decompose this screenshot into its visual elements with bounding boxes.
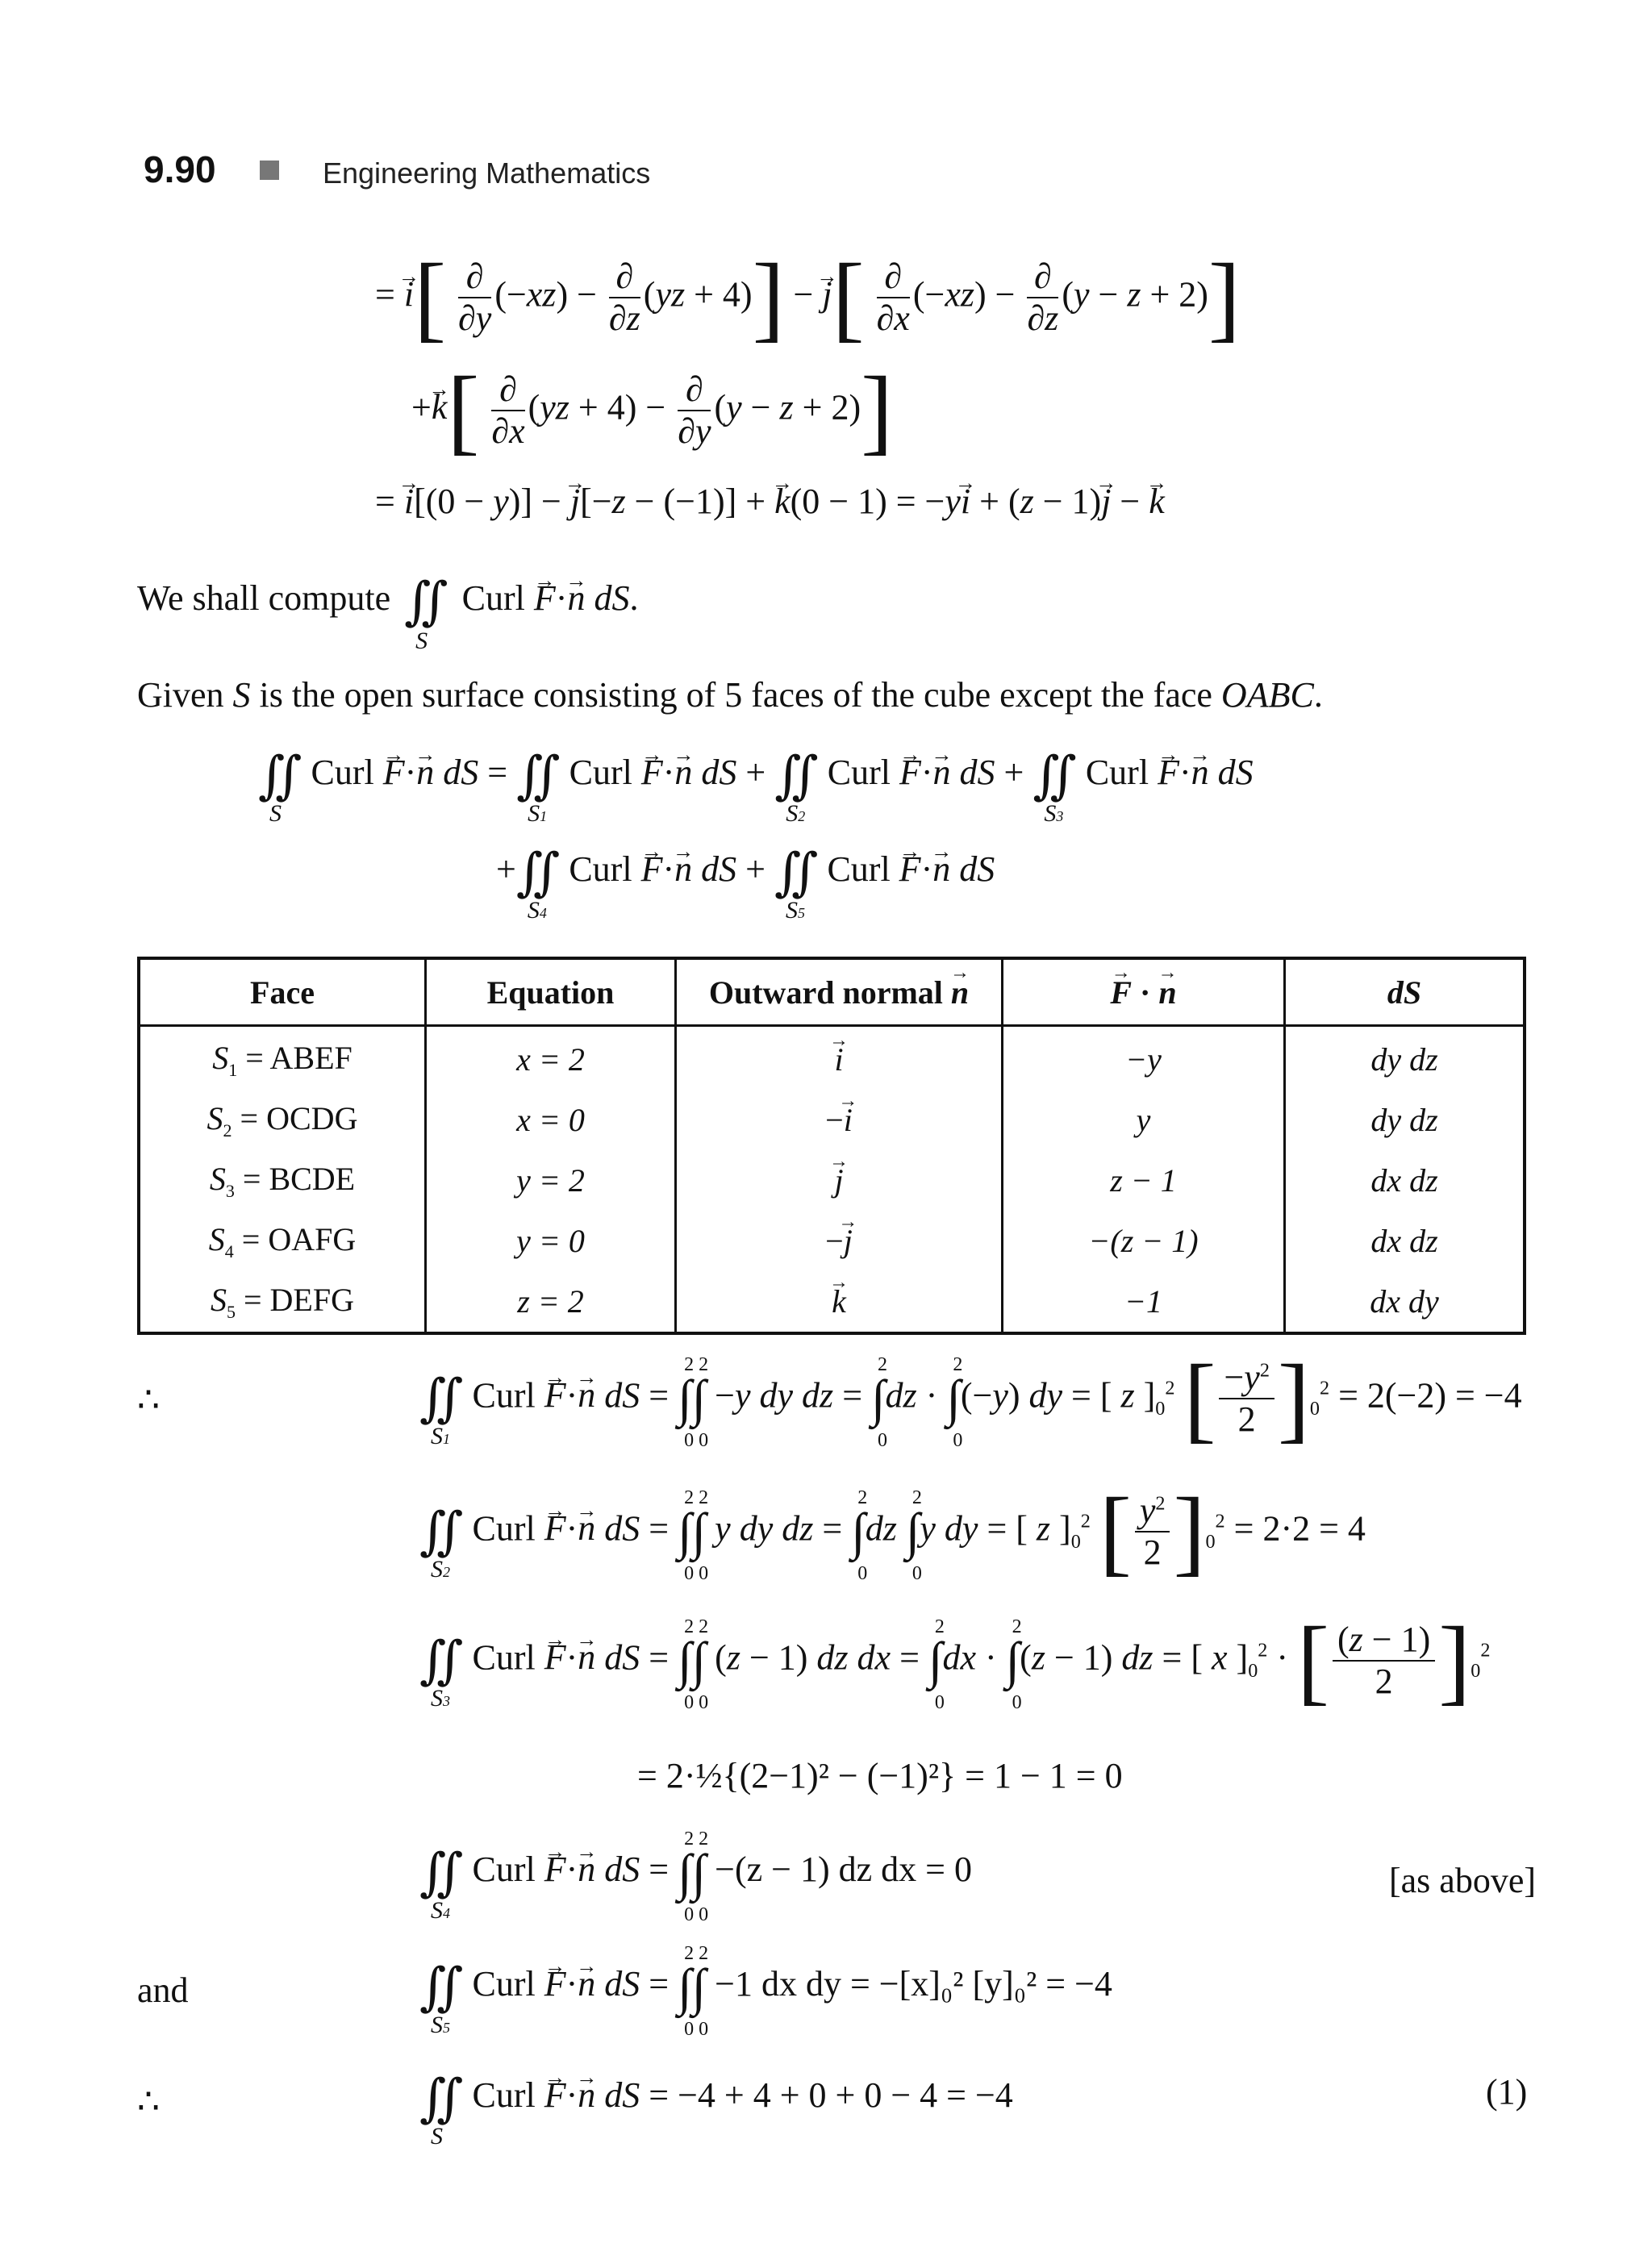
ds-cell: dx dz xyxy=(1285,1211,1525,1271)
face-cell: $S_2$ = OCDG xyxy=(206,1099,358,1141)
table-row xyxy=(139,1026,1525,1090)
s3-result: = 2·½{(2−1)² − (−1)²} = 1 − 1 = 0 xyxy=(637,1756,1123,1795)
equation-cell: y = 0 xyxy=(426,1211,676,1271)
header-equation: Equation xyxy=(426,958,676,1026)
faces-table xyxy=(137,957,1526,1335)
normal-cell: → j xyxy=(676,1150,1003,1211)
s3-integral: ∬ S3 Curl → F·→ n dS = ∫∫ 2 2 0 0 (z − 1) dz dx = ∫ 2 0 dx · ∫ 2 0 (z − 1) dz = [ x ]$_0^2$ · [ $\frac{(z - 1)}{2}$ ]$_0^2$ xyxy=(419,1621,1490,1700)
surface-sum-line-1: ∬ S Curl → F·→ n dS = ∬ S1 Curl → F·→ n dS + ∬ S2 Curl → F·→ n dS + ∬ S3 Curl → F·→ n dS xyxy=(258,750,1254,802)
face-cell: $S_4$ = OAFG xyxy=(208,1220,357,1261)
face-cell: $S_3$ = BCDE xyxy=(209,1160,356,1201)
therefore-symbol-2: ∴ xyxy=(137,2082,160,2121)
header-face: Face xyxy=(139,958,426,1026)
normal-cell: −→ i xyxy=(676,1090,1003,1150)
ds-cell: dy dz xyxy=(1285,1090,1525,1150)
ds-cell: dx dz xyxy=(1285,1150,1525,1211)
s1-integral: ∬ S1 Curl → F·→ n dS = ∫∫ 2 2 0 0 −y dy dz = ∫ 2 0 dz · ∫ 2 0 (−y) dy = [ z ]$_0^2$ [ $\frac{-y^2}{2}$ ]$_0^2 = 2(-2) = -4$ xyxy=(419,1359,1522,1438)
equation-cell: x = 0 xyxy=(426,1090,676,1150)
curl-line-2: +→ k[ $\frac{\partial}{\partial x}$ (yz + 4) − $\frac{\partial}{\partial y}$ (y − z + 2)] xyxy=(411,371,893,450)
face-cell: $S_1$ = ABEF xyxy=(212,1039,353,1080)
curl-line-3: = → i[(0 − y)] − → j[−z − (−1)] + → k(0 − 1) = −y→ i + (z − 1)→ j − → k xyxy=(375,484,1165,519)
header-ds: dS xyxy=(1285,958,1525,1026)
normal-cell: −→ j xyxy=(676,1211,1003,1271)
table-header-row xyxy=(139,958,1525,1026)
surface-sum-line-2: +∬ S4 Curl → F·→ n dS + ∬ S5 Curl → F·→ n dS xyxy=(496,847,995,899)
ds-cell: dy dz xyxy=(1285,1026,1525,1090)
normal-cell: → i xyxy=(676,1026,1003,1090)
fn-cell: −(z − 1) xyxy=(1003,1211,1285,1271)
and-word: and xyxy=(137,1970,189,2010)
face-cell: $S_5$ = DEFG xyxy=(210,1281,354,1322)
table-row xyxy=(139,1090,1525,1150)
header-square-icon xyxy=(260,161,279,180)
fn-cell: −1 xyxy=(1003,1271,1285,1333)
therefore-symbol-1: ∴ xyxy=(137,1380,160,1420)
table-row xyxy=(139,1271,1525,1333)
equation-cell: z = 2 xyxy=(426,1271,676,1333)
s5-integral: ∬ S5 Curl → F·→ n dS = ∫∫ 2 2 0 0 −1 dx dy = −[x]₀² [y]₀² = −4 xyxy=(419,1962,1112,2013)
fn-cell: y xyxy=(1003,1090,1285,1150)
page-number: 9.90 xyxy=(144,148,216,190)
curl-line-1: = → i[ $\frac{\partial}{\partial y}$ (−xz) − $\frac{\partial}{\partial z}$ (yz + 4)] − → j[ $\frac{\partial}{\partial x}$ (−xz) − $\frac{\partial}{\partial z}$ (y − z + 2)] xyxy=(375,258,1241,337)
ds-cell: dx dy xyxy=(1285,1271,1525,1333)
as-above-note: [as above] xyxy=(1389,1861,1537,1900)
s2-integral: ∬ S2 Curl → F·→ n dS = ∫∫ 2 2 0 0 y dy dz = ∫ 2 0 dz ∫ 2 0 y dy = [ z ]$_0^2$ [ $\frac{y^2}{2}$ ]$_0^2 = 2\cdot 2 = 4$ xyxy=(419,1492,1366,1571)
s4-integral: ∬ S4 Curl → F·→ n dS = ∫∫ 2 2 0 0 −(z − 1) dz dx = 0 xyxy=(419,1847,972,1899)
given-statement: Given S is the open surface consisting of 5 faces of the cube except the face OABC. xyxy=(137,675,1323,715)
total-integral: ∬ S Curl → F·→ n dS = −4 + 4 + 0 + 0 − 4 = −4 xyxy=(419,2073,1013,2125)
equation-cell: y = 2 xyxy=(426,1150,676,1211)
compute-statement: We shall compute ∬ S Curl → F·→ n dS. xyxy=(137,576,638,628)
fn-cell: z − 1 xyxy=(1003,1150,1285,1211)
normal-cell: → k xyxy=(676,1271,1003,1333)
fn-cell: −y xyxy=(1003,1026,1285,1090)
equation-cell: x = 2 xyxy=(426,1026,676,1090)
header-normal: Outward normal → n xyxy=(676,958,1003,1026)
table-row xyxy=(139,1150,1525,1211)
equation-number: (1) xyxy=(1486,2072,1528,2112)
book-title: Engineering Mathematics xyxy=(323,156,651,190)
header-fn: → F · → n xyxy=(1003,958,1285,1026)
table-row xyxy=(139,1211,1525,1271)
